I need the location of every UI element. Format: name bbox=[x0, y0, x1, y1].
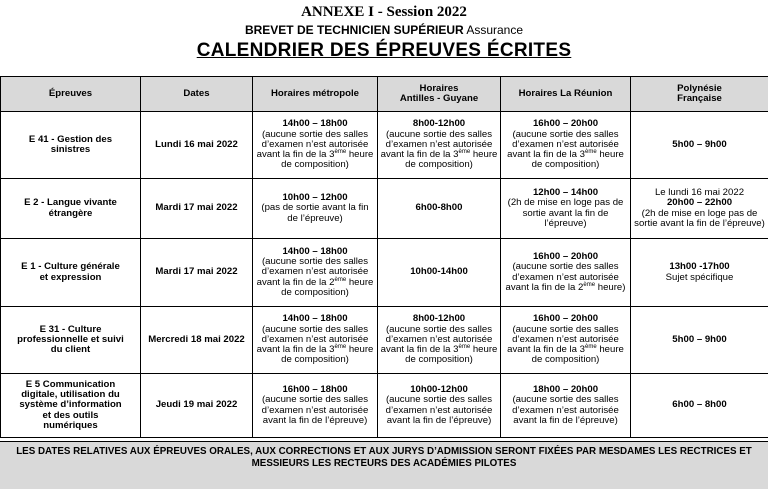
note-text: (aucune sortie des salles d’examen n’est autorisée avant la fin de la 3 bbox=[507, 128, 619, 161]
exam-name: E 2 - Langue vivante étrangère bbox=[1, 179, 141, 239]
footer-notice: LES DATES RELATIVES AUX ÉPREUVES ORALES, AUX CORRECTIONS ET AUX JURYS D’ADMISSION SERONT FIXÉES PAR MESDAMES LES RECTRICES ET MESSIEURS LES RECTEURS DES ACADÉMIES PILOTES bbox=[0, 441, 768, 489]
schedule-cell-antilles bbox=[378, 307, 501, 374]
time-range: 10h00 – 12h00 bbox=[282, 192, 348, 204]
exit-rule-note bbox=[503, 130, 628, 171]
note-text: (aucune sortie des salles d’examen n’est autorisée avant la fin de la 3 bbox=[256, 323, 369, 356]
note-text: (2h de mise en loge pas de sortie avant la fin de l’épreuve) bbox=[507, 197, 624, 229]
exam-name: E 31 - Culture professionnelle et suivi du client bbox=[1, 307, 141, 374]
time-range: 6h00 – 8h00 bbox=[672, 399, 727, 411]
column-header: Horaires Antilles - Guyane bbox=[378, 77, 501, 112]
schedule-cell-reunion bbox=[501, 307, 631, 374]
column-header: Horaires La Réunion bbox=[501, 77, 631, 112]
time-range: 16h00 – 20h00 bbox=[532, 250, 599, 262]
note-text: (aucune sortie des salles d’examen n’est autorisée avant la fin de la 3 bbox=[380, 128, 493, 161]
schedule-cell-metropole bbox=[253, 307, 378, 374]
exit-rule-note bbox=[633, 273, 766, 283]
ordinal-suffix: ème bbox=[334, 149, 347, 156]
calendar-title: CALENDRIER DES ÉPREUVES ÉCRITES bbox=[196, 40, 572, 61]
table-row bbox=[1, 112, 768, 179]
table-row bbox=[1, 179, 768, 239]
time-range: 13h00 -17h00 bbox=[669, 261, 730, 273]
time-range: 16h00 – 20h00 bbox=[532, 118, 599, 130]
column-header: Horaires métropole bbox=[253, 77, 378, 112]
schedule-cell-metropole bbox=[253, 112, 378, 179]
ordinal-suffix: ème bbox=[334, 276, 347, 283]
brevet-subtitle bbox=[0, 23, 768, 37]
time-range: 6h00-8h00 bbox=[415, 202, 463, 214]
schedule-cell-polynesie bbox=[631, 239, 768, 307]
schedule-cell-reunion bbox=[501, 112, 631, 179]
exam-schedule-table bbox=[0, 76, 768, 438]
exit-rule-note bbox=[380, 130, 498, 171]
exit-rule-note bbox=[255, 130, 375, 171]
annexe-title: ANNEXE I - Session 2022 bbox=[301, 4, 467, 20]
ordinal-suffix: ème bbox=[458, 149, 471, 156]
date-note: Le lundi 16 mai 2022 bbox=[654, 186, 745, 198]
exam-date: Jeudi 19 mai 2022 bbox=[141, 374, 253, 438]
ordinal-suffix: ème bbox=[585, 344, 597, 351]
note-text: (aucune sortie des salles d’examen n’est autorisée avant la fin de la 3 bbox=[256, 128, 369, 161]
column-header: Polynésie Française bbox=[631, 77, 768, 112]
exam-date: Mardi 17 mai 2022 bbox=[141, 239, 253, 307]
exam-date: Mardi 17 mai 2022 bbox=[141, 179, 253, 239]
note-text: (aucune sortie des salles d’examen n’est autorisée avant la fin de l’épreuve) bbox=[385, 394, 493, 426]
brevet-specialty: Assurance bbox=[463, 23, 524, 37]
note-text-end: heure de composition) bbox=[405, 149, 498, 171]
time-range: 5h00 – 9h00 bbox=[672, 138, 727, 150]
time-range: 10h00-14h00 bbox=[410, 266, 468, 278]
time-range: 8h00-12h00 bbox=[412, 118, 466, 130]
brevet-label: BREVET DE TECHNICIEN SUPÉRIEUR bbox=[244, 23, 464, 37]
exit-rule-note bbox=[255, 257, 375, 298]
ordinal-suffix: ème bbox=[458, 344, 471, 351]
note-text: (aucune sortie des salles d’examen n’est autorisée avant la fin de la 2 bbox=[256, 256, 369, 288]
exit-rule-note bbox=[255, 325, 375, 366]
schedule-cell-reunion bbox=[501, 239, 631, 307]
table-header-row bbox=[1, 77, 768, 112]
note-text: (pas de sortie avant la fin de l’épreuve) bbox=[261, 202, 369, 224]
exit-rule-note bbox=[255, 395, 375, 426]
schedule-cell-antilles bbox=[378, 374, 501, 438]
time-range: 12h00 – 14h00 bbox=[532, 186, 599, 198]
time-range: 18h00 – 20h00 bbox=[532, 383, 599, 395]
schedule-cell-polynesie bbox=[631, 179, 768, 239]
note-text: (aucune sortie des salles d’examen n’est autorisée avant la fin de la 3 bbox=[507, 323, 619, 356]
time-range: 20h00 – 22h00 bbox=[666, 197, 733, 209]
schedule-cell-metropole bbox=[253, 239, 378, 307]
note-text-end: heure) bbox=[595, 281, 626, 293]
note-text: Sujet spécifique bbox=[665, 271, 734, 283]
table-row bbox=[1, 307, 768, 374]
exit-rule-note bbox=[503, 325, 628, 366]
schedule-cell-polynesie bbox=[631, 374, 768, 438]
exam-date: Mercredi 18 mai 2022 bbox=[141, 307, 253, 374]
exit-rule-note bbox=[503, 198, 628, 229]
exit-rule-note bbox=[503, 395, 628, 426]
schedule-cell-reunion bbox=[501, 179, 631, 239]
time-range: 8h00-12h00 bbox=[412, 313, 466, 325]
note-text-end: heure de composition) bbox=[281, 149, 374, 171]
time-range: 5h00 – 9h00 bbox=[672, 333, 727, 345]
time-range: 10h00-12h00 bbox=[410, 383, 468, 395]
schedule-cell-antilles bbox=[378, 179, 501, 239]
note-text-end: heure de composition) bbox=[531, 344, 624, 366]
exit-rule-note bbox=[633, 209, 766, 230]
exam-name: E 5 Communication digitale, utilisation du système d’information et des outils numériques bbox=[1, 374, 141, 438]
note-text-end: heure de composition) bbox=[281, 276, 374, 298]
exit-rule-note bbox=[255, 203, 375, 224]
note-text: (aucune sortie des salles d’examen n’est autorisée avant la fin de la 2 bbox=[505, 261, 619, 293]
time-range: 16h00 – 20h00 bbox=[532, 313, 599, 325]
exam-name: E 1 - Culture générale et expression bbox=[1, 239, 141, 307]
time-range: 14h00 – 18h00 bbox=[282, 245, 348, 257]
table-row bbox=[1, 374, 768, 438]
exit-rule-note bbox=[503, 262, 628, 293]
schedule-cell-antilles bbox=[378, 239, 501, 307]
schedule-cell-antilles bbox=[378, 112, 501, 179]
schedule-cell-metropole bbox=[253, 179, 378, 239]
time-range: 16h00 – 18h00 bbox=[282, 383, 348, 395]
ordinal-suffix: ème bbox=[583, 281, 596, 288]
column-header: Dates bbox=[141, 77, 253, 112]
note-text: (2h de mise en loge pas de sortie avant la fin de l’épreuve) bbox=[634, 207, 765, 229]
schedule-cell-reunion bbox=[501, 374, 631, 438]
exam-name: E 41 - Gestion des sinistres bbox=[1, 112, 141, 179]
column-header: Épreuves bbox=[1, 77, 141, 112]
note-text: (aucune sortie des salles d’examen n’est autorisée avant la fin de l’épreuve) bbox=[512, 394, 619, 426]
time-range: 14h00 – 18h00 bbox=[282, 313, 348, 325]
note-text-end: heure de composition) bbox=[405, 344, 498, 366]
note-text: (aucune sortie des salles d’examen n’est autorisée avant la fin de la 3 bbox=[380, 323, 493, 356]
note-text: (aucune sortie des salles d’examen n’est autorisée avant la fin de l’épreuve) bbox=[261, 394, 369, 426]
table-row bbox=[1, 239, 768, 307]
ordinal-suffix: ème bbox=[334, 344, 347, 351]
note-text-end: heure de composition) bbox=[531, 149, 624, 171]
time-range: 14h00 – 18h00 bbox=[282, 118, 348, 130]
schedule-cell-metropole bbox=[253, 374, 378, 438]
exit-rule-note bbox=[380, 325, 498, 366]
schedule-cell-polynesie bbox=[631, 307, 768, 374]
exit-rule-note bbox=[380, 395, 498, 426]
schedule-cell-polynesie bbox=[631, 112, 768, 179]
exam-date: Lundi 16 mai 2022 bbox=[141, 112, 253, 179]
note-text-end: heure de composition) bbox=[281, 344, 374, 366]
ordinal-suffix: ème bbox=[585, 149, 597, 156]
